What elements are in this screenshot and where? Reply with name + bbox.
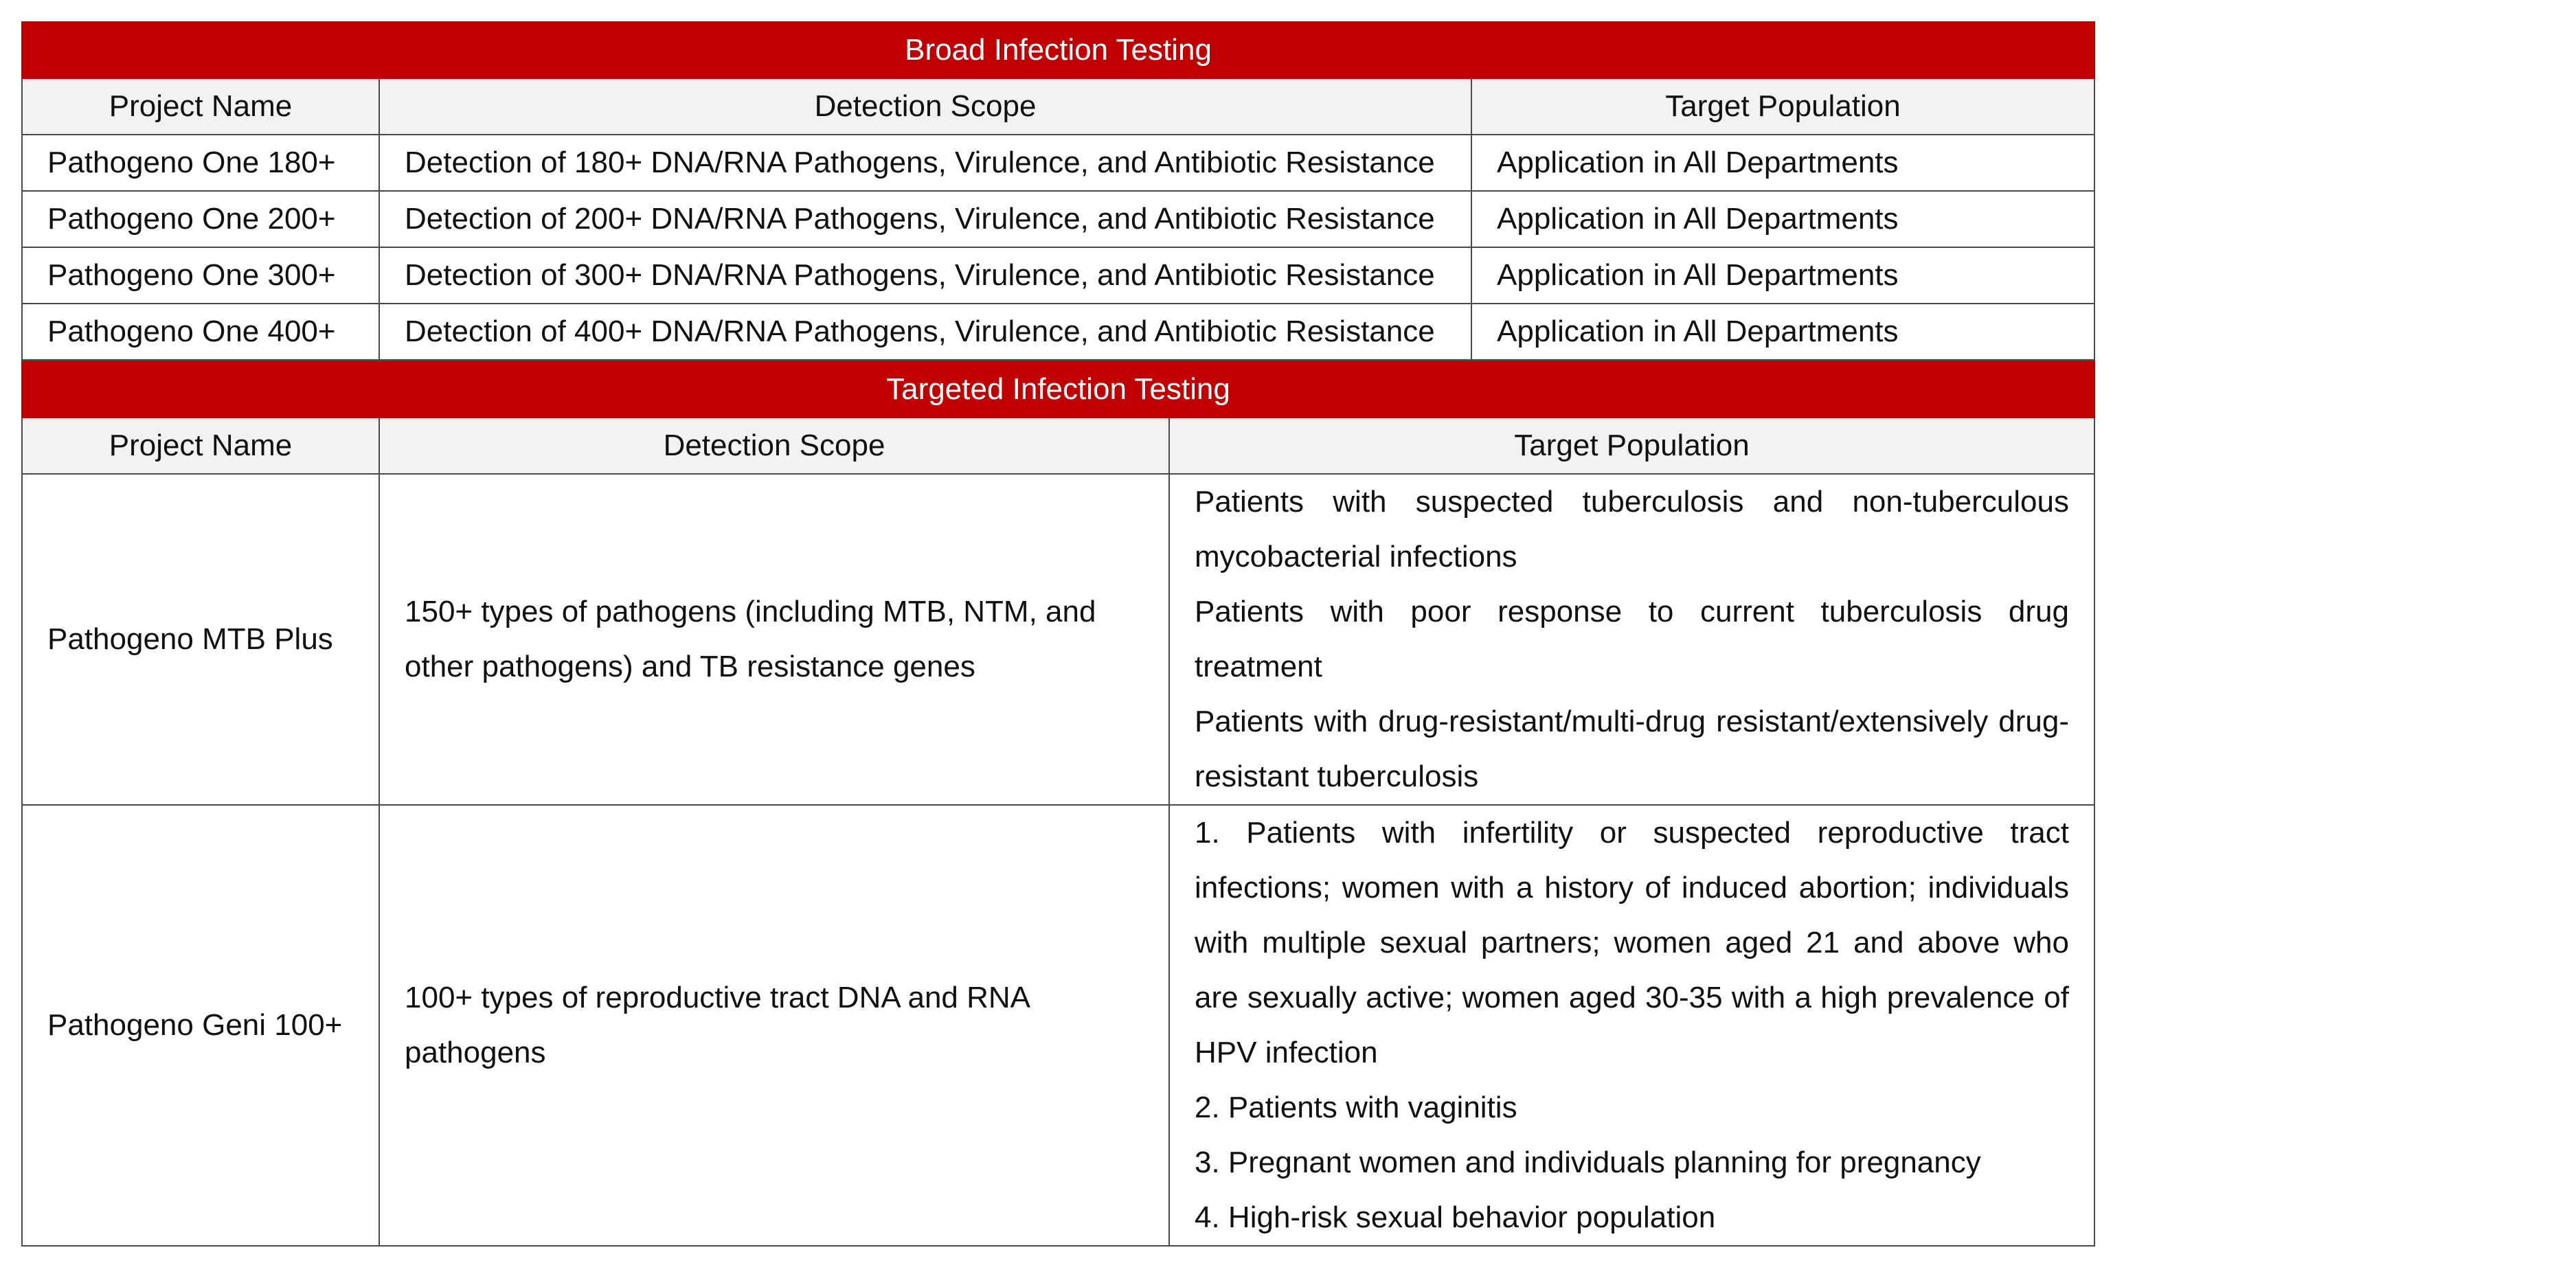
detection-scope-text: 100+ types of reproductive tract DNA and RNA pathogens <box>405 981 1029 1069</box>
target-population-cell: Application in All Departments <box>1471 247 2094 304</box>
targeted-header-scope: Detection Scope <box>379 418 1169 474</box>
target-population-cell: Application in All Departments <box>1471 304 2094 360</box>
detection-scope-cell <box>379 805 1169 1246</box>
broad-header-scope: Detection Scope <box>379 78 1471 135</box>
target-population-cell: Application in All Departments <box>1471 191 2094 247</box>
table-row <box>22 474 2094 805</box>
project-name-cell: Pathogeno One 200+ <box>22 191 379 247</box>
table-row <box>22 191 2094 247</box>
targeted-header-population: Target Population <box>1169 418 2094 474</box>
detection-scope-cell <box>379 474 1169 805</box>
target-population-cell: Application in All Departments <box>1471 135 2094 191</box>
targeted-section-title: Targeted Infection Testing <box>22 361 2094 418</box>
population-item: 1. Patients with infertility or suspected reproductive tract infections; women with a history of induced abortion; individuals with multiple sexual partners; women aged 21 and above who are sexually active; women aged 30-35 with a high prevalence of HPV infection <box>1195 816 2069 1069</box>
detection-scope-cell: Detection of 200+ DNA/RNA Pathogens, Virulence, and Antibiotic Resistance <box>379 191 1471 247</box>
infection-testing-tables <box>21 21 2094 1247</box>
broad-infection-table <box>21 21 2095 361</box>
project-name-cell: Pathogeno Geni 100+ <box>22 805 379 1246</box>
target-population-cell <box>1169 474 2094 805</box>
targeted-header-row <box>22 418 2094 474</box>
project-name-cell: Pathogeno MTB Plus <box>22 474 379 805</box>
detection-scope-cell: Detection of 400+ DNA/RNA Pathogens, Virulence, and Antibiotic Resistance <box>379 304 1471 360</box>
broad-header-project: Project Name <box>22 78 379 135</box>
table-row <box>22 304 2094 360</box>
targeted-infection-table <box>21 361 2095 1247</box>
project-name-cell: Pathogeno One 300+ <box>22 247 379 304</box>
population-item: Patients with drug-resistant/multi-drug resistant/extensively drug-resistant tuberculosis <box>1195 705 2069 793</box>
detection-scope-text: 150+ types of pathogens (including MTB, NTM, and other pathogens) and TB resistance genes <box>405 595 1096 683</box>
population-item: 4. High-risk sexual behavior population <box>1195 1201 1716 1234</box>
detection-scope-cell: Detection of 300+ DNA/RNA Pathogens, Virulence, and Antibiotic Resistance <box>379 247 1471 304</box>
population-item: Patients with suspected tuberculosis and non-tuberculous mycobacterial infections <box>1195 485 2069 573</box>
broad-section-title: Broad Infection Testing <box>22 22 2094 78</box>
project-name-cell: Pathogeno One 180+ <box>22 135 379 191</box>
target-population-cell <box>1169 805 2094 1246</box>
population-item: 2. Patients with vaginitis <box>1195 1091 1517 1124</box>
detection-scope-cell: Detection of 180+ DNA/RNA Pathogens, Virulence, and Antibiotic Resistance <box>379 135 1471 191</box>
broad-header-row <box>22 78 2094 135</box>
broad-header-population: Target Population <box>1471 78 2094 135</box>
table-row <box>22 247 2094 304</box>
table-row <box>22 135 2094 191</box>
targeted-header-project: Project Name <box>22 418 379 474</box>
population-item: 3. Pregnant women and individuals planning for pregnancy <box>1195 1146 1981 1179</box>
project-name-cell: Pathogeno One 400+ <box>22 304 379 360</box>
table-row <box>22 805 2094 1246</box>
population-item: Patients with poor response to current tuberculosis drug treatment <box>1195 595 2069 683</box>
